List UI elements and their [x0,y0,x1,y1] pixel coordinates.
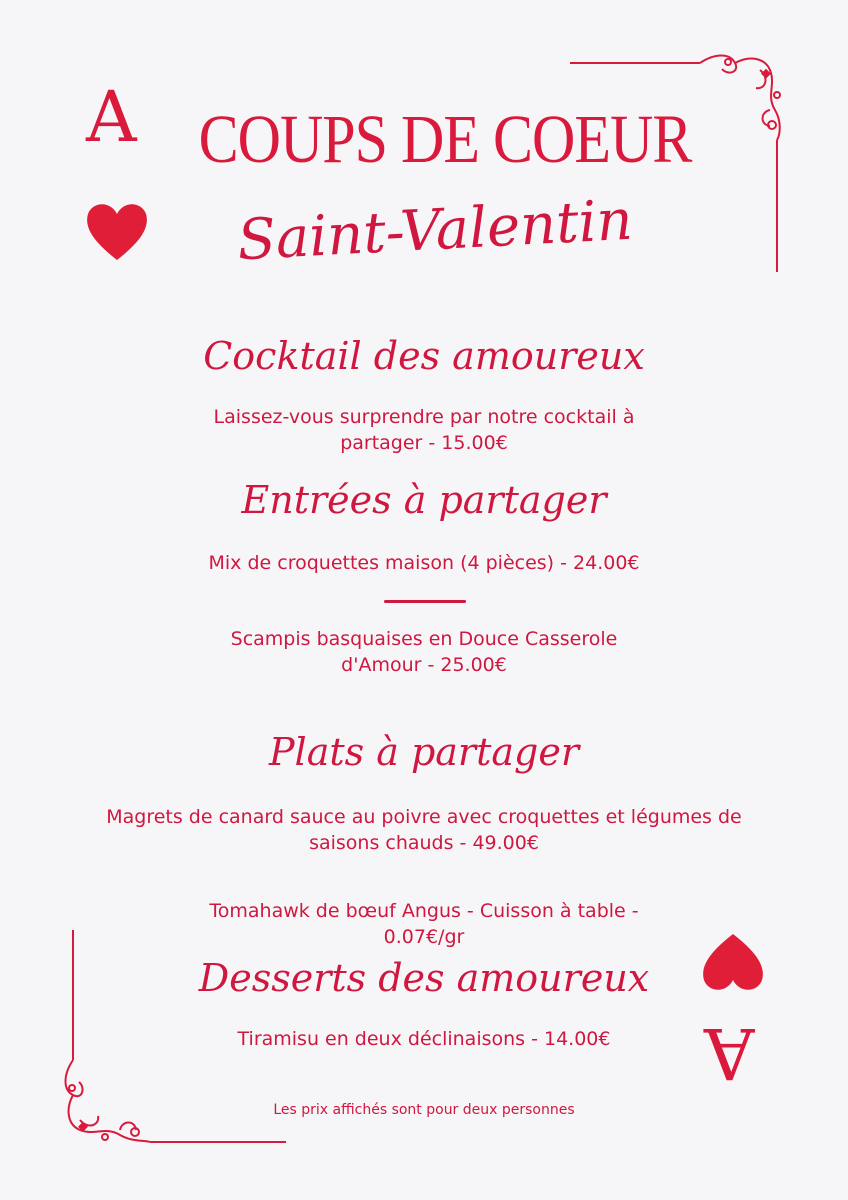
section-heading-cocktail: Cocktail des amoureux [203,334,645,378]
heart-icon-bottom [700,930,766,996]
section-heading-plats: Plats à partager [268,730,579,774]
menu-item: Tiramisu en deux déclinaisons - 14.00€ [237,1028,611,1050]
ornament-corner-bottom-left [60,930,290,1155]
ace-letter-top: A [86,76,137,158]
heart-icon-top [84,198,150,264]
menu-item: Laissez-vous surprendre par notre cocktail à partager - 15.00€ [213,406,635,454]
ace-letter-bottom: A [704,1012,755,1094]
menu-item: Mix de croquettes maison (4 pièces) - 24.00€ [208,552,640,574]
section-heading-entrees: Entrées à partager [241,478,607,522]
divider [384,600,466,603]
menu-title: COUPS DE COEUR [198,101,692,178]
section-heading-desserts: Desserts des amoureux [198,956,650,1000]
menu-item: Magrets de canard sauce au poivre avec croquettes et légumes de saisons chauds - 49.00€ [106,806,742,854]
menu-item: Tomahawk de bœuf Angus - Cuisson à table - 0.07€/gr [209,900,639,948]
price-note: Les prix affichés sont pour deux personnes [273,1102,575,1118]
menu-item: Scampis basquaises en Douce Casserole d'Amour - 25.00€ [230,628,618,676]
menu-subtitle: Saint-Valentin [235,187,635,274]
